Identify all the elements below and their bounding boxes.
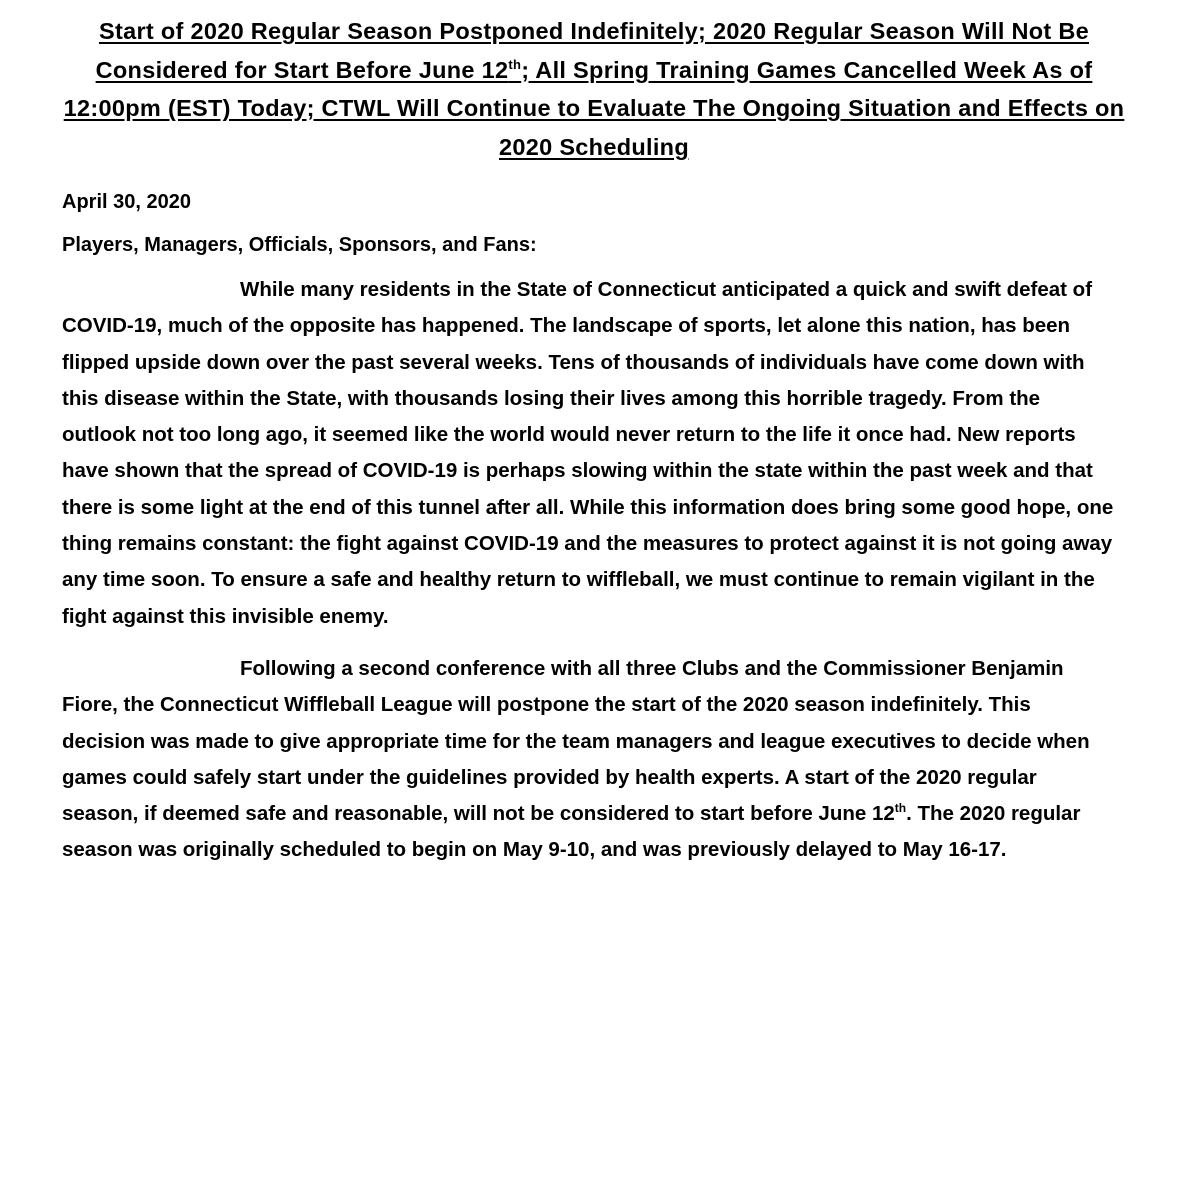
date-line: April 30, 2020 [62, 191, 191, 213]
headline [62, 10, 1126, 166]
salutation: Players, Managers, Officials, Sponsors, and Fans: [62, 234, 537, 256]
paragraph-2-text-part2: . The 2020 regular season was originally scheduled to begin on May 9-10, and was previously delayed to May 16-17. [62, 802, 1081, 862]
headline-superscript: th [508, 56, 522, 72]
paragraph-2-superscript: th [894, 801, 907, 816]
headline-text-part2: ; All Spring Training Games Cancelled Week As of 12:00pm (EST) Today; CTWL Will Continue to Evaluate The Ongoing Situation and Effects on 2020 Scheduling [63, 56, 1125, 160]
body-paragraph-1: While many residents in the State of Connecticut anticipated a quick and swift defeat of COVID-19, much of the opposite has happened. The landscape of sports, let alone this nation, has been flipped upside down over the past several weeks. Tens of thousands of individuals have come down with this disease within the State, with thousands losing their lives among this horrible tragedy. From the outlook not too long ago, it seemed like the world would never return to the life it once had. New reports have shown that the spread of COVID-19 is perhaps slowing within the state within the past week and that there is some light at the end of this tunnel after all. While this information does bring some good hope, one thing remains constant: the fight against COVID-19 and the measures to protect against it is not going away any time soon. To ensure a safe and healthy return to wiffleball, we must continue to remain vigilant in the fight against this invisible enemy. [62, 278, 1114, 628]
headline-text-part1: Start of 2020 Regular Season Postponed Indefinitely; 2020 Regular Season Will Not Be Considered for Start Before June 12 [95, 18, 1090, 83]
body-paragraph-2 [62, 651, 1118, 869]
paragraph-2-text-part1: Following a second conference with all three Clubs and the Commissioner Benjamin Fiore, the Connecticut Wiffleball League will postpone the start of the 2020 season indefinitely. This decision was made to give appropriate time for the team managers and league executives to decide when games could safely start under the guidelines provided by health experts. A start of the 2020 regular season, if deemed safe and reasonable, will not be considered to start before June 12 [62, 656, 1090, 826]
